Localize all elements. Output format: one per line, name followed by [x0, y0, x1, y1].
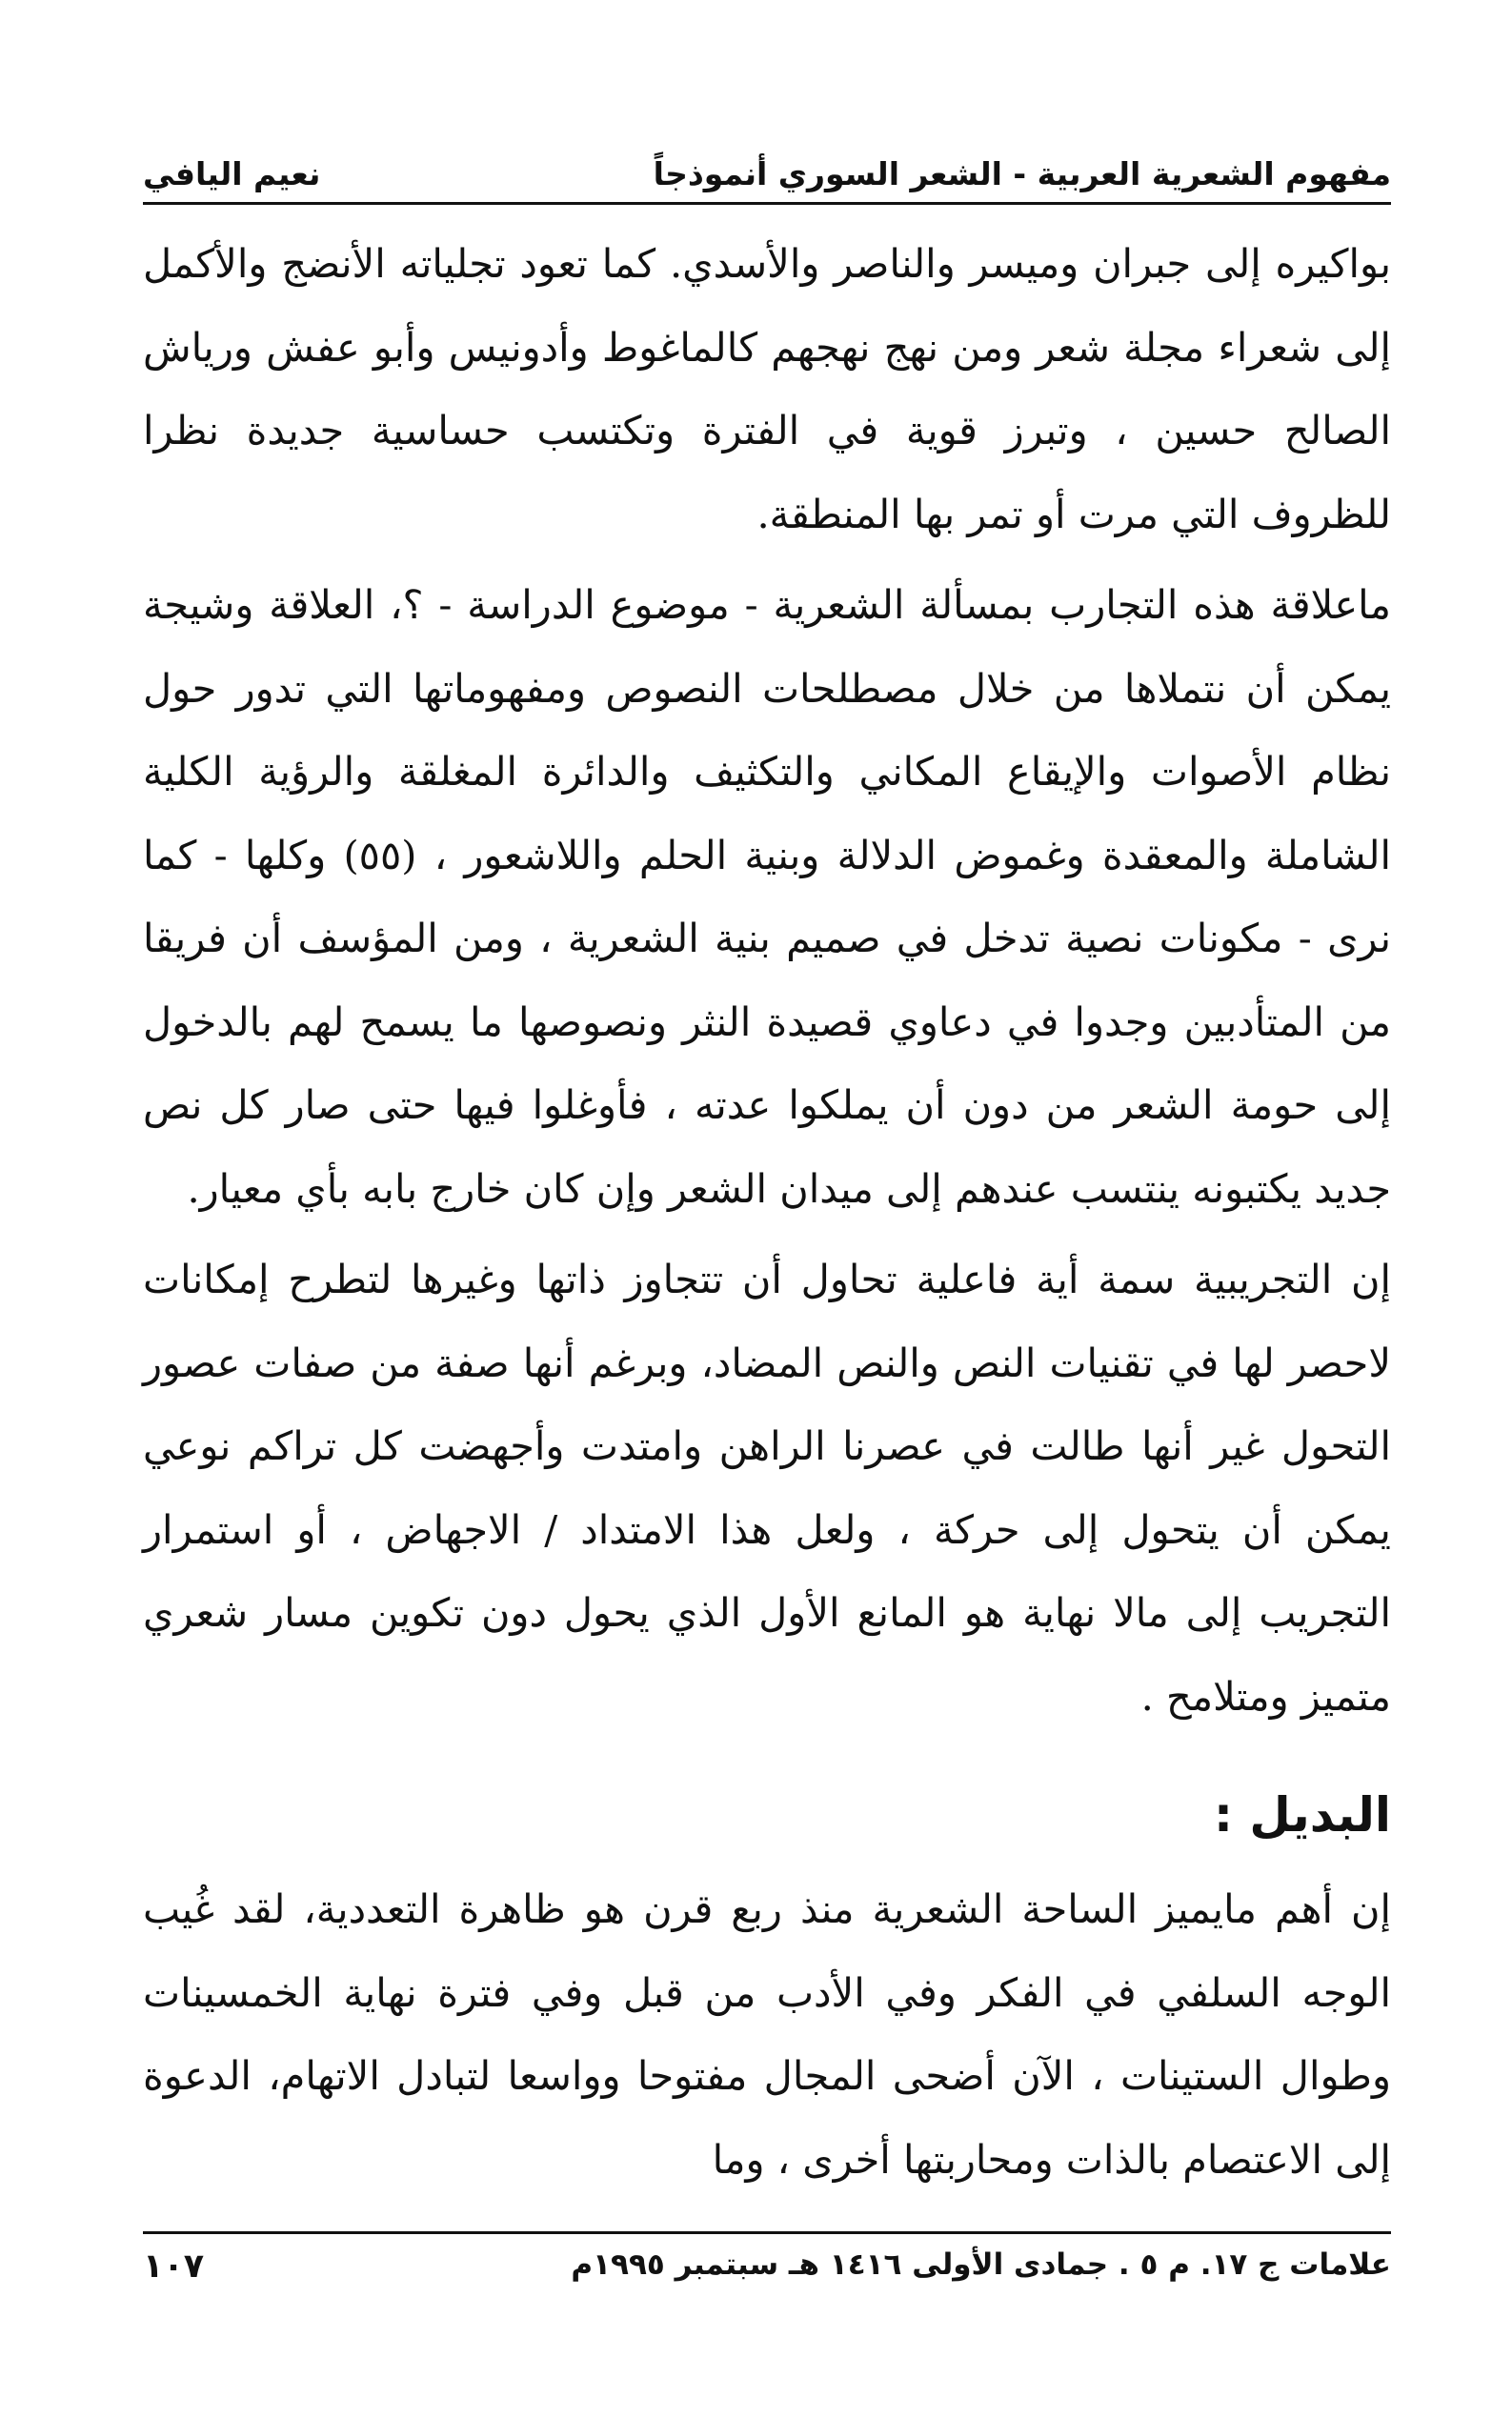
- section-paragraph: إن أهم مايميز الساحة الشعرية منذ ربع قرن هو ظاهرة التعددية، لقد غُيب الوجه السلفي في الفكر وفي الأدب من قبل وفي فترة نهاية الخمسينات وطوال الستينات ، الآن أضحى المجال مفتوحا وواسعا لتبادل الاتهام، الدعوة إلى الاعتصام بالذات ومحاربتها أخرى ، وما: [143, 1885, 1391, 2183]
- document-body: [143, 222, 1391, 2201]
- footer-citation: علامات ج ١٧. م ٥ . جمادى الأولى ١٤١٦ هـ سبتمبر ١٩٩٥م: [571, 2247, 1391, 2282]
- paragraph-1: بواكيره إلى جبران وميسر والناصر والأسدي. كما تعود تجلياته الأنضج والأكمل إلى شعراء مجلة شعر ومن نهج نهجهم كالماغوط وأدونيس وأبو عفش ورياش الصالح حسين ، وتبرز قوية في الفترة وتكتسب حساسية جديدة نظرا للظروف التي مرت أو تمر بها المنطقة.: [143, 240, 1391, 537]
- header-title: مفهوم الشعرية العربية - الشعر السوري أنموذجاً: [653, 155, 1391, 192]
- header-author: نعيم اليافي: [143, 155, 321, 192]
- paragraph-2: ماعلاقة هذه التجارب بمسألة الشعرية - موضوع الدراسة - ؟، العلاقة وشيجة يمكن أن نتملاها من خلال مصطلحات النصوص ومفهوماتها التي تدور حول نظام الأصوات والإيقاع المكاني والتكثيف والدائرة المغلقة والرؤية الكلية الشاملة والمعقدة وغموض الدلالة وبنية الحلم واللاشعور ، (٥٥) وكلها - كما نرى - مكونات نصية تدخل في صميم بنية الشعرية ، ومن المؤسف أن فريقا من المتأدبين وجدوا في دعاوي قصيدة النثر ونصوصها ما يسمح لهم بالدخول إلى حومة الشعر من دون أن يملكوا عدته ، فأوغلوا فيها حتى صار كل نص جديد يكتبونه ينتسب عندهم إلى ميدان الشعر وإن كان خارج بابه بأي معيار.: [143, 581, 1391, 1212]
- running-header: [143, 133, 1391, 205]
- paragraph-3: إن التجريبية سمة أية فاعلية تحاول أن تتجاوز ذاتها وغيرها لتطرح إمكانات لاحصر لها في تقنيات النص والنص المضاد، وبرغم أنها صفة من صفات عصور التحول غير أنها طالت في عصرنا الراهن وامتدت وأجهضت كل تراكم نوعي يمكن أن يتحول إلى حركة ، ولعل هذا الامتداد / الاجهاض ، أو استمرار التجريب إلى مالا نهاية هو المانع الأول الذي يحول دون تكوين مسار شعري متميز ومتلامح .: [143, 1256, 1391, 1720]
- running-footer: [143, 2231, 1391, 2286]
- document-page: [143, 133, 1391, 2325]
- section-heading: البديل :: [1213, 1787, 1391, 1843]
- page-number: ١٠٧: [143, 2247, 205, 2286]
